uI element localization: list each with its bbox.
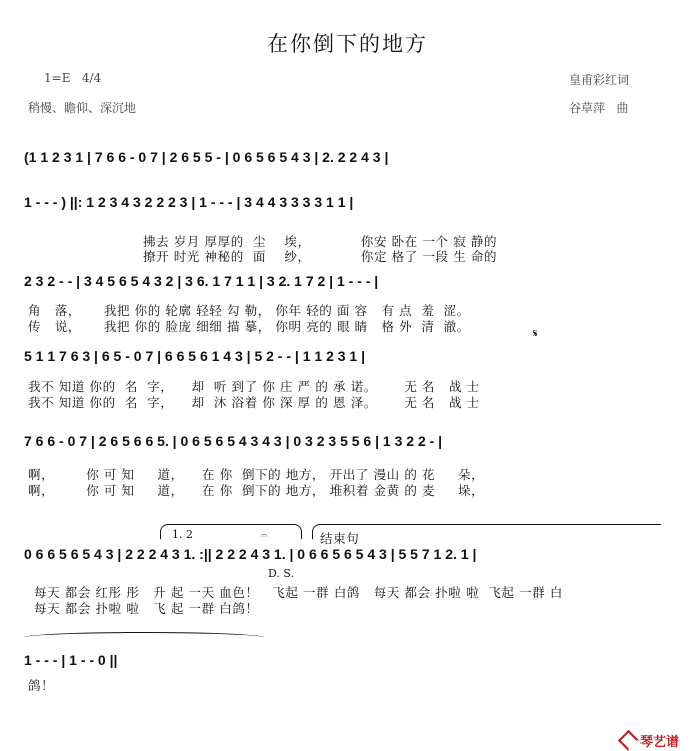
brand-mark-icon [618, 730, 639, 751]
notation-row-1: (1 1 2 3 1 | 7 6 6 - 0 7 | 2 6 5 5 - | 0 6 5 6 5 4 3 | 2. 2 2 4 3 | [24, 149, 389, 165]
lyric-row-5-verse-1: 啊， 你 可 知 道， 在 你 倒下的 地方， 开出了 漫山 的 花 朵， [28, 467, 485, 482]
brand-logo [614, 716, 679, 750]
notation-row-3: 2 3 2 - - | 3 4 5 6 5 4 3 2 | 3 6. 1 7 1 1 | 3 2. 1 7 2 | 1 - - - | [24, 273, 379, 289]
fermata-mark: 𝄐 [261, 529, 268, 542]
lyric-row-5-verse-2: 啊， 你 可 知 道， 在 你 倒下的 地方， 堆积着 金黄 的 麦 垛， [28, 483, 485, 498]
song-title: 在你倒下的地方 [267, 32, 428, 56]
lyric-row-6-verse-2: 每天 都会 扑啦 啦 飞 起 一群 白鸽！ [34, 601, 259, 616]
notation-row-5: 7 6 6 - 0 7 | 2 6 5 6 6 5. | 0 6 5 6 5 4 3 4 3 | 0 3 2 3 5 5 6 | 1 3 2 2 - | [24, 433, 443, 449]
notation-row-7: 1 - - - | 1 - - 0 || [24, 652, 118, 668]
lyric-row-7: 鸽！ [28, 678, 55, 693]
key-time-signature: 1=E 4/4 [44, 71, 102, 85]
volta-label: 1. 2 [172, 528, 193, 541]
lyric-row-3-verse-2: 传 说， 我把 你的 脸庞 细细 描 摹， 你明 亮的 眼 睛 格 外 清 澈。 [28, 319, 470, 334]
tie-arc [24, 632, 264, 643]
lyric-row-3-verse-1: 角 落， 我把 你的 轮廓 轻轻 勾 勒， 你年 轻的 面 容 有 点 羞 涩。 [28, 303, 470, 318]
coda-label: 结束句 [320, 531, 360, 546]
notation-row-2: 1 - - - ) ||: 1 2 3 4 3 2 2 2 3 | 1 - - - | 3 4 4 3 3 3 3 1 1 | [24, 194, 354, 210]
lyric-row-6-verse-1: 每天 都会 红彤 彤 升 起 一天 血色！ 飞起 一群 白鸽 每天 都会 扑啦 啦 飞起 一群 白 [34, 585, 563, 600]
lyric-row-2-verse-1: 拂去 岁月 厚厚的 尘 埃， 你安 卧在 一个 寂 静的 [143, 234, 498, 249]
lyricist-credit: 皇甫彩红词 [569, 73, 630, 87]
coda-bracket [312, 524, 661, 539]
tempo-marking: 稍慢、瞻仰、深沉地 [28, 101, 137, 115]
lyric-row-4-verse-2: 我不 知道 你的 名 字， 却 沐 浴着 你 深 厚 的 恩 泽。 无 名 战 士 [28, 395, 480, 410]
notation-row-4: 5 1 1 7 6 3 | 6 5 - 0 7 | 6 6 5 6 1 4 3 | 5 2 - - | 1 1 2 3 1 | [24, 348, 366, 364]
notation-row-6: 0 6 6 5 6 5 4 3 | 2 2 2 4 3 1. :|| 2 2 2 4 3 1. | 0 6 6 5 6 5 4 3 | 5 5 7 1 2. 1 | [24, 546, 477, 562]
lyric-row-4-verse-1: 我不 知道 你的 名 字， 却 听 到了 你 庄 严 的 承 诺。 无 名 战 士 [28, 379, 480, 394]
ds-label: D. S. [268, 567, 295, 580]
lyric-row-2-verse-2: 撩开 时光 神秘的 面 纱， 你定 格了 一段 生 命的 [143, 249, 498, 264]
segno-sign: 𝄋 [533, 327, 538, 340]
brand-name: 琴艺谱 [639, 734, 679, 749]
composer-credit: 谷草萍 曲 [569, 101, 629, 115]
